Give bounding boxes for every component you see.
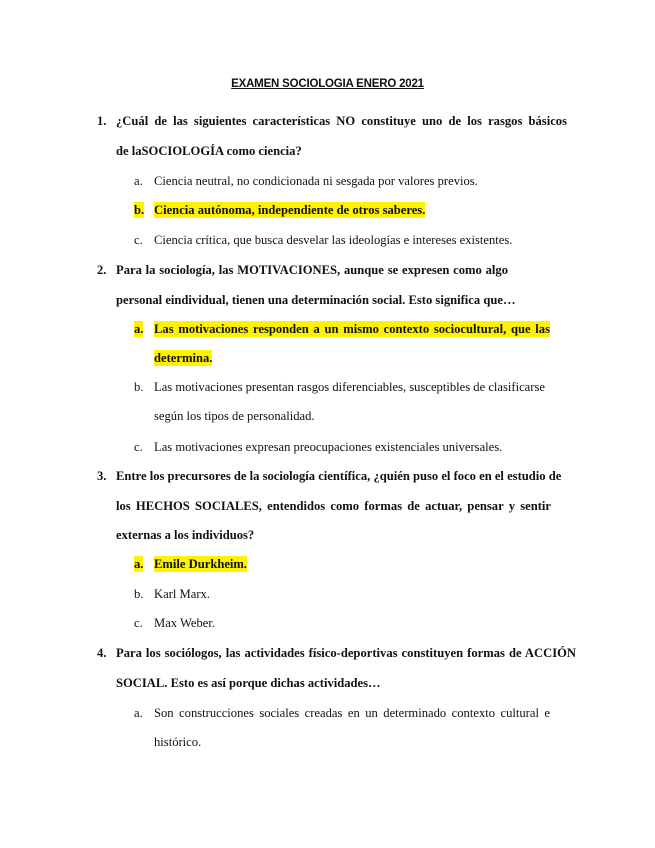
question-3-text-line-2: los HECHOS SOCIALES, entendidos como formas de actuar, pensar y sentir: [116, 499, 551, 513]
q4-option-a-text-line-1: Son construcciones sociales creadas en un determinado contexto cultural e: [154, 706, 550, 720]
question-2-text-line-2: personal eindividual, tienen una determinación social. Esto significa que…: [116, 293, 516, 307]
question-1-text-line-2: de laSOCIOLOGÍA como ciencia?: [116, 144, 302, 158]
q1-option-a-letter: a.: [134, 174, 143, 188]
q3-option-c-text: Max Weber.: [154, 616, 216, 630]
question-2-number: 2.: [97, 263, 107, 277]
q1-option-c-text: Ciencia crítica, que busca desvelar las ideologías e intereses existentes.: [154, 233, 513, 247]
q1-option-b-text: Ciencia autónoma, independiente de otros saberes.: [154, 203, 426, 217]
question-4-text-line-2: SOCIAL. Esto es así porque dichas actividades…: [116, 676, 381, 690]
question-3-text-line-1: Entre los precursores de la sociología científica, ¿quién puso el foco en el estudio de: [116, 469, 562, 483]
q3-option-c-letter: c.: [134, 616, 143, 630]
question-1-number: 1.: [97, 114, 107, 128]
q3-option-a-text: Emile Durkheim.: [154, 557, 248, 571]
q2-option-b-text-line-2: según los tipos de personalidad.: [154, 409, 315, 423]
q1-option-a-text: Ciencia neutral, no condicionada ni sesgada por valores previos.: [154, 174, 478, 188]
question-4-number: 4.: [97, 646, 107, 660]
q3-option-b-text: Karl Marx.: [154, 587, 210, 601]
q2-option-a-letter: a.: [134, 322, 144, 336]
q4-option-a-text-line-2: histórico.: [154, 735, 202, 749]
question-3-text-line-3: externas a los individuos?: [116, 528, 255, 542]
q2-option-a-text-line-2: determina.: [154, 351, 213, 365]
q2-option-c-letter: c.: [134, 440, 143, 454]
q1-option-b-letter: b.: [134, 203, 145, 217]
q2-option-c-text: Las motivaciones expresan preocupaciones existenciales universales.: [154, 440, 503, 454]
q3-option-a-letter: a.: [134, 557, 144, 571]
question-2-text-line-1: Para la sociología, las MOTIVACIONES, aunque se expresen como algo: [116, 263, 508, 277]
q4-option-a-letter: a.: [134, 706, 143, 720]
question-3-number: 3.: [97, 469, 107, 483]
exam-title: EXAMEN SOCIOLOGIA ENERO 2021: [231, 78, 424, 90]
q2-option-b-text-line-1: Las motivaciones presentan rasgos diferenciables, susceptibles de clasificarse: [154, 380, 545, 394]
q1-option-c-letter: c.: [134, 233, 143, 247]
q2-option-b-letter: b.: [134, 380, 144, 394]
question-4-text-line-1: Para los sociólogos, las actividades físico-deportivas constituyen formas de ACCIÓN: [116, 646, 576, 660]
q2-option-a-text-line-1: Las motivaciones responden a un mismo contexto sociocultural, que las: [154, 322, 550, 336]
q3-option-b-letter: b.: [134, 587, 144, 601]
question-1-text-line-1: ¿Cuál de las siguientes características NO constituye uno de los rasgos básicos: [116, 114, 567, 128]
